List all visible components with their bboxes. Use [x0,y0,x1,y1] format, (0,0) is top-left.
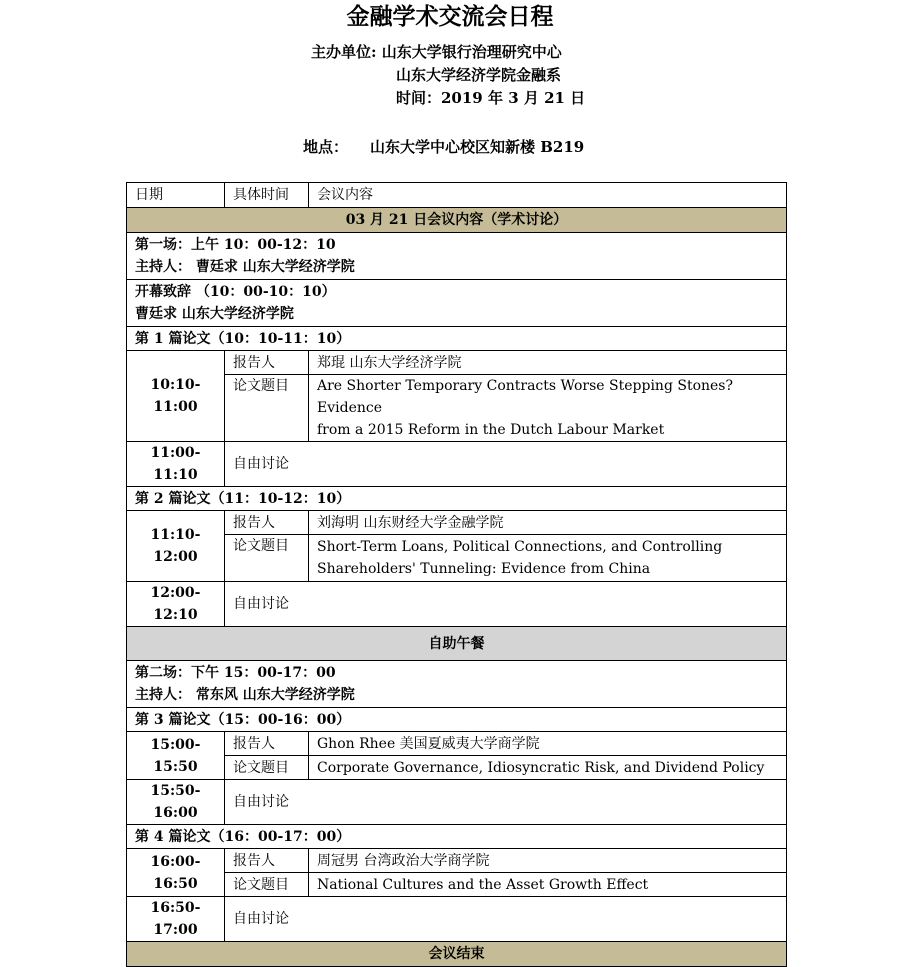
paper3-disc: 自由讨论 [225,780,787,825]
opening-title: 开幕致辞 （10：00-10：10） [135,284,336,300]
end-row [127,942,787,967]
paper1-heading: 第 1 篇论文（10：10-11：10） [127,327,787,351]
paper3-reporter-label: 报告人 [225,732,309,756]
paper2-heading: 第 2 篇论文（11：10-12：10） [127,487,787,511]
paper1-reporter: 郑琨 山东大学经济学院 [309,351,787,375]
location-value: 山东大学中心校区知新楼 B219 [370,138,585,156]
day-band: 03 月 21 日会议内容（学术讨论） [127,208,787,233]
paper1-topic-row [127,375,787,442]
organizer-line2: 山东大学经济学院金融系 [396,66,562,84]
paper4-reporter-row [127,849,787,873]
paper2-time: 11:10-12:00 [127,511,225,582]
paper2-topic-line2: Shareholders' Tunneling: Evidence from China [317,561,651,577]
location-label: 地点： [303,138,349,156]
session1-row [127,233,787,280]
paper4-topic-label: 论文题目 [225,873,309,897]
paper4-disc-time: 16:50-17:00 [127,897,225,942]
day-band-row [127,208,787,233]
schedule-table [126,182,787,967]
header-date: 日期 [127,183,225,208]
session2-row [127,661,787,708]
paper3-disc-time: 15:50-16:00 [127,780,225,825]
paper3-time: 15:00-15:50 [127,732,225,780]
paper1-reporter-label: 报告人 [225,351,309,375]
header-time: 具体时间 [225,183,309,208]
paper2-topic-line1: Short-Term Loans, Political Connections, and Controlling [317,539,723,555]
paper2-reporter-label: 报告人 [225,511,309,535]
paper1-discussion-row [127,442,787,487]
opening-speaker: 曹廷求 山东大学经济学院 [135,306,294,322]
meeting-date: 时间：2019 年 3 月 21 日 [396,89,586,107]
paper1-topic-label: 论文题目 [225,375,309,442]
lunch: 自助午餐 [127,627,787,661]
meeting-end: 会议结束 [127,942,787,967]
paper4-heading: 第 4 篇论文（16：00-17：00） [127,825,787,849]
paper2-disc-time: 12:00-12:10 [127,582,225,627]
paper2-discussion-row [127,582,787,627]
session2-host: 主持人： 常东风 山东大学经济学院 [135,687,355,703]
paper2-heading-row [127,487,787,511]
paper2-topic-label: 论文题目 [225,535,309,582]
organizer-row [311,41,562,63]
lunch-row [127,627,787,661]
paper1-heading-row [127,327,787,351]
paper3-reporter: Ghon Rhee 美国夏威夷大学商学院 [309,732,787,756]
header-content: 会议内容 [309,183,787,208]
paper3-topic-label: 论文题目 [225,756,309,780]
paper3-discussion-row [127,780,787,825]
paper2-topic-row [127,535,787,582]
paper3-topic-row [127,756,787,780]
paper3-heading: 第 3 篇论文（15：00-16：00） [127,708,787,732]
session2-title: 第二场：下午 15：00-17：00 [135,665,336,681]
paper1-topic-line1: Are Shorter Temporary Contracts Worse Stepping Stones? Evidence [317,378,733,416]
paper3-heading-row [127,708,787,732]
table-header-row [127,183,787,208]
paper1-reporter-row [127,351,787,375]
paper2-reporter: 刘海明 山东财经大学金融学院 [309,511,787,535]
paper4-disc: 自由讨论 [225,897,787,942]
session1-host: 主持人： 曹廷求 山东大学经济学院 [135,259,355,275]
paper3-reporter-row [127,732,787,756]
opening-row [127,280,787,327]
session1-title: 第一场：上午 10：00-12：10 [135,237,336,253]
paper1-topic-line2: from a 2015 Reform in the Dutch Labour Market [317,422,665,438]
organizer-line1: 山东大学银行治理研究中心 [381,43,562,61]
paper1-time: 10:10-11:00 [127,351,225,442]
paper4-time: 16:00-16:50 [127,849,225,897]
paper4-heading-row [127,825,787,849]
paper4-topic-row [127,873,787,897]
paper4-discussion-row [127,897,787,942]
paper1-disc-time: 11:00-11:10 [127,442,225,487]
page-title: 金融学术交流会日程 [346,3,554,30]
paper2-disc: 自由讨论 [225,582,787,627]
organizer-label: 主办单位: [311,43,377,61]
paper4-reporter-label: 报告人 [225,849,309,873]
paper4-topic: National Cultures and the Asset Growth Effect [309,873,787,897]
paper3-topic: Corporate Governance, Idiosyncratic Risk, and Dividend Policy [309,756,787,780]
paper4-reporter: 周冠男 台湾政治大学商学院 [309,849,787,873]
paper2-reporter-row [127,511,787,535]
paper1-disc: 自由讨论 [225,442,787,487]
